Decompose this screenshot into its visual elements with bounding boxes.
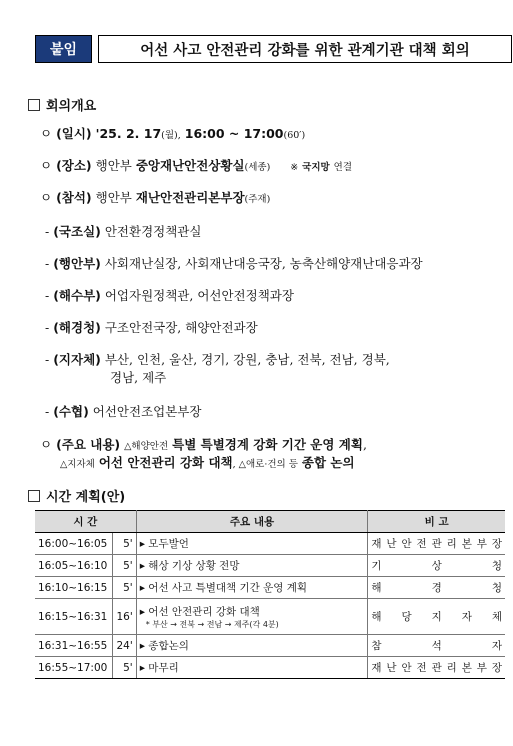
header-content: 주요 내용 — [136, 511, 368, 533]
section-overview-heading: 회의개요 — [28, 95, 96, 114]
table-row — [35, 657, 505, 679]
duration-cell: 5' — [113, 657, 136, 679]
time-cell: 16:05~16:10 — [35, 555, 113, 577]
checkbox-square-icon — [28, 490, 40, 502]
meeting-date-line: ㅇ (일시) '25. 2. 17(월), 16:00 ~ 17:00(60′) — [40, 126, 306, 141]
checkbox-square-icon — [28, 99, 40, 111]
time-cell: 16:10~16:15 — [35, 577, 113, 599]
duration-cell: 5' — [113, 533, 136, 555]
attachment-tag: 붙임 — [35, 35, 92, 63]
note-cell: 재 난 안 전 관 리 본 부 장 — [368, 657, 505, 679]
time-cell: 16:31~16:55 — [35, 635, 113, 657]
duration-cell: 5' — [113, 555, 136, 577]
time-cell: 16:15~16:31 — [35, 599, 113, 635]
duration-cell: 24' — [113, 635, 136, 657]
document-title: 어선 사고 안전관리 강화를 위한 관계기관 대책 회의 — [98, 35, 512, 63]
content-cell: ▸ 해상 기상 상황 전망 — [136, 555, 368, 577]
duration-cell: 5' — [113, 577, 136, 599]
participant-item: - (국조실) 안전환경정책관실 — [45, 224, 202, 239]
participant-item: - (행안부) 사회재난실장, 사회재난대응국장, 농축산해양재난대응과장 — [45, 256, 423, 271]
content-cell: ▸ 어선 안전관리 강화 대책 * 부산 → 전북 → 전남 → 제주(각 4분) — [136, 599, 368, 635]
content-cell: ▸ 어선 사고 특별대책 기간 운영 계획 — [136, 577, 368, 599]
section-schedule-heading: 시간 계획(안) — [28, 486, 125, 505]
meeting-attendees-line: ㅇ (참석) 행안부 재난안전관리본부장(주재) — [40, 190, 271, 205]
participant-item-continued: 경남, 제주 — [110, 370, 167, 385]
participant-item: - (해경청) 구조안전국장, 해양안전과장 — [45, 320, 258, 335]
note-cell: 해 경 청 — [368, 577, 505, 599]
note-cell: 기 상 청 — [368, 555, 505, 577]
agenda-line-2: △지자체 어선 안전관리 강화 대책, △애로·건의 등 종합 논의 — [60, 455, 355, 470]
table-row — [35, 577, 505, 599]
header-note: 비 고 — [368, 511, 505, 533]
time-cell: 16:00~16:05 — [35, 533, 113, 555]
header-time: 시 간 — [35, 511, 136, 533]
content-cell: ▸ 마무리 — [136, 657, 368, 679]
note-cell: 재 난 안 전 관 리 본 부 장 — [368, 533, 505, 555]
table-row — [35, 555, 505, 577]
content-cell: ▸ 종합논의 — [136, 635, 368, 657]
content-cell: ▸ 모두발언 — [136, 533, 368, 555]
table-header-row — [35, 511, 505, 533]
agenda-line-1: ㅇ (주요 내용) △해양안전 특별 특별경계 강화 기간 운영 계획, — [40, 437, 367, 452]
meeting-place-line: ㅇ (장소) 행안부 중앙재난안전상황실(세종) ※ 국지망 연결 — [40, 158, 353, 173]
note-cell: 참 석 자 — [368, 635, 505, 657]
participant-item: - (해수부) 어업자원정책관, 어선안전정책과장 — [45, 288, 294, 303]
participant-item: - (수협) 어선안전조업본부장 — [45, 404, 202, 419]
schedule-table — [35, 510, 505, 679]
note-cell: 해 당 지 자 체 — [368, 599, 505, 635]
table-row — [35, 635, 505, 657]
table-row — [35, 599, 505, 635]
table-row — [35, 533, 505, 555]
content-subnote: * 부산 → 전북 → 전남 → 제주(각 4분) — [145, 619, 279, 629]
duration-cell: 16' — [113, 599, 136, 635]
participant-item: - (지자체) 부산, 인천, 울산, 경기, 강원, 충남, 전북, 전남, 경북, — [45, 352, 390, 367]
header-banner — [35, 35, 512, 63]
time-cell: 16:55~17:00 — [35, 657, 113, 679]
